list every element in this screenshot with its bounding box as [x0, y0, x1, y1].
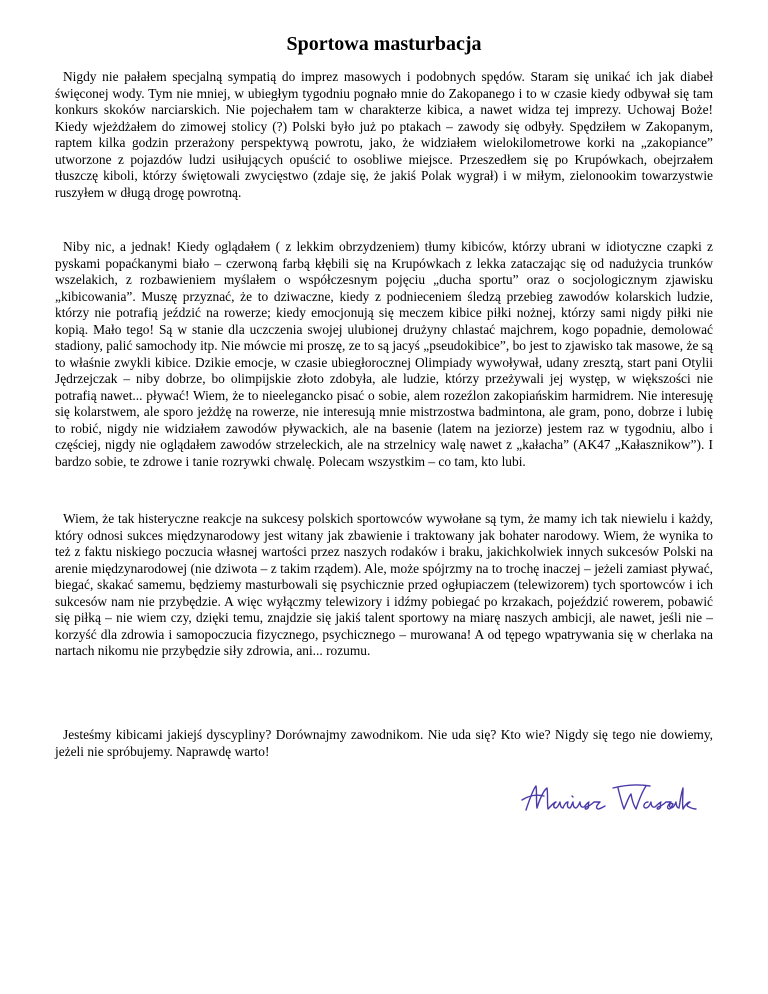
paragraph-4: Jesteśmy kibicami jakiejś dyscypliny? Dorównajmy zawodnikom. Nie uda się? Kto wie? Nigdy się tego nie dowiemy, jeżeli nie spróbujemy. Naprawdę warto! [55, 727, 713, 759]
paragraph-2: Niby nic, a jednak! Kiedy oglądałem ( z lekkim obrzydzeniem) tłumy kibiców, którzy ubrani w idiotyczne czapki z pyskami popaćkanymi biało – czerwoną farbą kłębili się na Krupówkach z lekka zataczając się od nadużycia trunków wszelakich, z rozbawieniem myślałem o współczesnym pojęciu „ducha sportu” oraz o socjologicznym zjawisku „kibicowania”. Muszę przyznać, że to dziwaczne, kiedy z podnieceniem śledzą przebieg zawodów kolarskich ludzie, którzy nie potrafią jeździć na rowerze; kiedy emocjonują się meczem kibice piłki nożnej, którzy sami nigdy piłki nie kopią. Mało tego! Są w stanie dla uczczenia swojej ulubionej drużyny chlastać majchrem, kogo popadnie, demolować stadiony, palić samochody itp. Nie mówcie mi proszę, ze to są jacyś „pseudokibice”, bo jest to zjawisko tak masowe, że są to właśnie zwykli kibice. Dzikie emocje, w czasie ubiegłorocznej Olimpiady wywoływał, udany zresztą, start pani Otylii Jędrzejczak – niby dobrze, bo olimpijskie złoto zdobyła, ale ludzie, którzy przeżywali jej występ, w większości nie potrafią nawet... pływać! Wiem, że to nieelegancko pisać o sobie, alem rozeźlon zakopiańskim harmidrem. Nie interesuję się kolarstwem, ale sporo jeżdżę na rowerze, nie interesują mnie mistrzostwa badmintona, ale gram, pono, dobrze i lubię to robić, nigdy nie widziałem zawodów pływackich, ale na basenie (latem na jeziorze) jestem raz w tygodniu, albo i częściej, nigdy nie oglądałem zawodów strzeleckich, ale na strzelnicy walę nawet z „kałacha” (AK47 „Kałasznikow”). I bardzo sobie, te zdrowe i tanie rozrywki chwalę. Polecam wszystkim – co tam, kto lubi. [55, 239, 713, 469]
paragraph-1: Nigdy nie pałałem specjalną sympatią do imprez masowych i podobnych spędów. Staram się unikać ich jak diabeł święconej wody. Tym nie mniej, w ubiegłym tygodniu pognało mnie do Zakopanego i to w czasie kiedy odbywał się tam konkurs skoków narciarskich. Nie pojechałem tam w charakterze kibica, a nawet widza tej imprezy. Uchowaj Boże! Kiedy wjeżdżałem do zimowej stolicy (?) Polski było już po ptakach – zawody się odbyły. Spędziłem w Zakopanym, raptem kilka godzin przerażony perspektywą powrotu, jako, że widziałem wielokilometrowe korki na „zakopiance” utworzone z pojazdów ludzi usiłujących opuścić to osobliwe miejsce. Przeszedłem się po Krupówkach, obejrzałem tłuszczę kiboli, którzy świętowali zwycięstwo (zdaje się, że jakiś Polak wygrał) i w miłym, zielonookim towarzystwie ruszyłem w długą drogę powrotną. [55, 69, 713, 200]
handwritten-signature [520, 780, 720, 820]
paragraph-3: Wiem, że tak histeryczne reakcje na sukcesy polskich sportowców wywołane są tym, że mamy ich tak niewielu i każdy, który odnosi sukces międzynarodowy jest witany jak zbawienie i traktowany jak bohater narodowy. Wiem, że wynika to też z faktu niskiego poczucia własnej wartości przez naszych rodaków i braku, jakichkolwiek innych sukcesów Polski na arenie międzynarodowej (nie dziwota – z takim rządem). Ale, może spójrzmy na to trochę inaczej – jeżeli zamiast pływać, biegać, skakać samemu, będziemy masturbowali się psychicznie przed ogłupiaczem (telewizorem) tych sportowców i ich sukcesów nam nie przybędzie. A więc wyłączmy telewizory i idźmy pobiegać po krzakach, pojeździć rowerem, pobawić się piłką – nie wiem czy, dzięki temu, znajdzie się jakiś talent sportowy na miarę naszych ambicji, ale nawet, jeśli nie – korzyść dla zdrowia i samopoczucia fizycznego, psychicznego – murowana! A od tępego wpatrywania się w cherlaka na nartach nikomu nie przybędzie siły zdrowia, ani... rozumu. [55, 511, 713, 658]
document-title: Sportowa masturbacja [286, 33, 482, 55]
